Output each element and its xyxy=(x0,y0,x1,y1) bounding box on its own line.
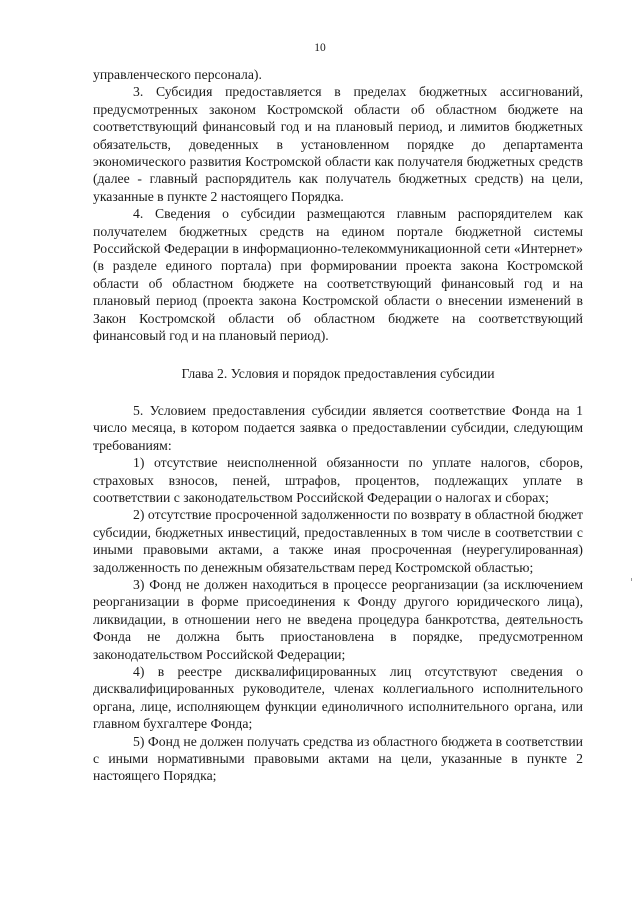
opening-fragment: управленческого персонала). xyxy=(93,67,262,82)
scan-artifact xyxy=(631,578,632,581)
requirement-4: 4) в реестре дисквалифицированных лиц отсутствуют сведения о дисквалифицированных руководителе, членах коллегиального исполнительного органа, лице, исполняющем функции единоличного исполнительного органа, или главном бухгалтере Фонда; xyxy=(93,664,583,732)
page-number: 10 xyxy=(314,42,326,54)
paragraph-4: 4. Сведения о субсидии размещаются главным распорядителем как получателем бюджетных средств на едином портале бюджетной системы Российской Федерации в информационно-телекоммуникационной сети «Интернет» (в разделе единого портала) при формировании проекта закона Костромской области об областном бюджете на соответствующий финансовый год и на плановый период (проекта закона Костромской области о внесении изменений в Закон Костромской области об областном бюджете на соответствующий финансовый год и на плановый период). xyxy=(93,206,583,344)
document-body xyxy=(93,66,583,785)
chapter-heading: Глава 2. Условия и порядок предоставления субсидии xyxy=(181,365,495,381)
requirement-5: 5) Фонд не должен получать средства из областного бюджета в соответствии с иными нормативными правовыми актами на цели, указанные в пункте 2 настоящего Порядка; xyxy=(93,733,583,784)
paragraph-5: 5. Условием предоставления субсидии является соответствие Фонда на 1 число месяца, в котором подается заявка о предоставлении субсидии, следующим требованиям: xyxy=(93,402,583,453)
requirement-2: 2) отсутствие просроченной задолженности по возврату в областной бюджет субсидии, бюджетных инвестиций, предоставленных в том числе в соответствии с иными правовыми актами, а также иная просроченная (неурегулированная) задолженность по денежным обязательствам перед Костромской областью; xyxy=(93,507,583,575)
requirement-1: 1) отсутствие неисполненной обязанности по уплате налогов, сборов, страховых взносов, пеней, штрафов, процентов, подлежащих уплате в соответствии с законодательством Российской Федерации о налогах и сборах; xyxy=(93,455,583,505)
requirement-3: 3) Фонд не должен находиться в процессе реорганизации (за исключением реорганизации в форме присоединения к Фонду другого юридического лица), ликвидации, в отношении него не введена процедура банкротства, деятельность Фонда не должна быть приостановлена в порядке, предусмотренном законодательством Российской Федерации; xyxy=(93,576,583,662)
paragraph-3: 3. Субсидия предоставляется в пределах бюджетных ассигнований, предусмотренных законом Костромской области об областном бюджете на соответствующий финансовый год и на плановый период, и лимитов бюджетных обязательств, доведенных в установленном порядке до департамента экономического развития Костромской области как получателя бюджетных средств (далее - главный распорядитель как получатель бюджетных средств) на цели, указанные в пункте 2 настоящего Порядка. xyxy=(93,84,583,204)
